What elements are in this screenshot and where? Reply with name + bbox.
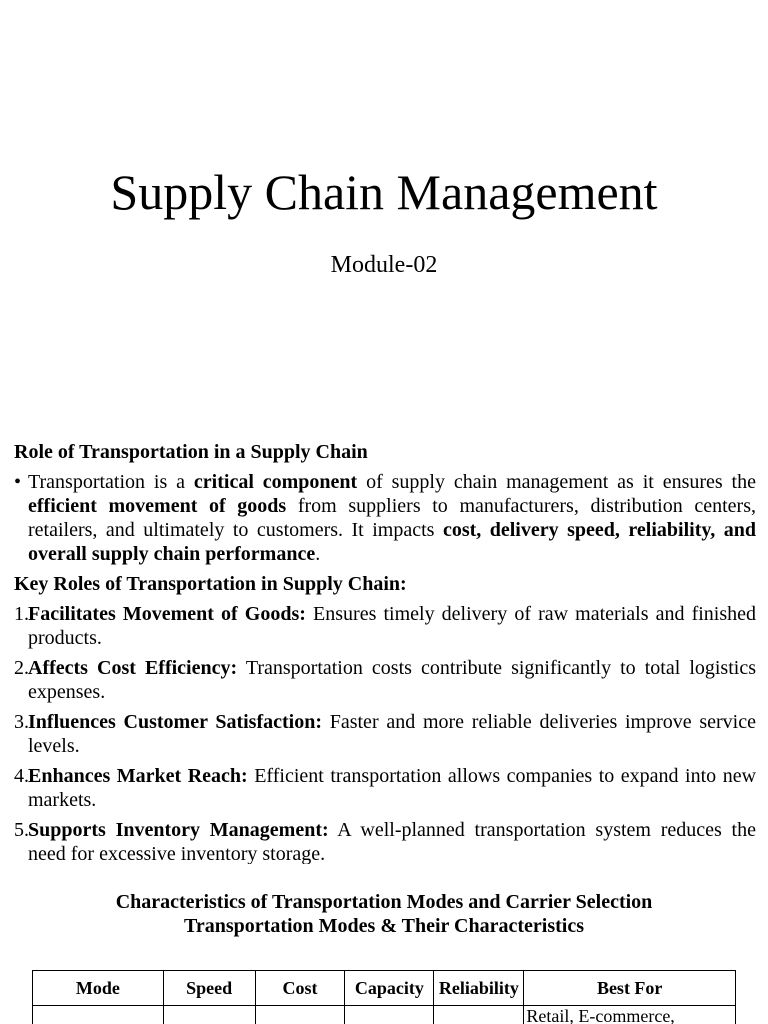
- intro-bullet: [14, 470, 756, 566]
- role-title: Affects Cost Efficiency:: [28, 657, 238, 679]
- column-header: Capacity: [345, 971, 434, 1006]
- list-number: 2.: [14, 657, 29, 679]
- table-cell: [434, 1006, 524, 1024]
- table-cell: Retail, E-commerce,: [524, 1006, 736, 1024]
- column-header: Reliability: [434, 971, 524, 1006]
- column-header: Cost: [255, 971, 345, 1006]
- modes-table-wrapper: [32, 970, 736, 1024]
- emphasis-text: critical component: [193, 471, 358, 493]
- module-subtitle: Module-02: [330, 252, 438, 278]
- table-slide-title-line1: Characteristics of Transportation Modes and Carrier Selection: [115, 891, 653, 913]
- list-item: [14, 602, 756, 650]
- table-cell: [163, 1006, 255, 1024]
- table-slide-title: [0, 890, 768, 938]
- modes-table: [32, 970, 736, 1024]
- body-text: Transportation is a: [28, 471, 194, 493]
- body-text: .: [315, 543, 321, 565]
- list-number: 3.: [14, 711, 29, 733]
- key-roles-heading: Key Roles of Transportation in Supply Chain:: [14, 573, 407, 595]
- table-row: [33, 1006, 736, 1024]
- column-header: Best For: [524, 971, 736, 1006]
- role-title: Supports Inventory Management:: [28, 819, 329, 841]
- list-text: [28, 710, 756, 758]
- column-header: Speed: [163, 971, 255, 1006]
- list-item: [14, 818, 756, 864]
- role-description: Faster and more reliable deliveries improve service levels.: [28, 711, 756, 757]
- role-description: Efficient transportation allows companies to expand into new markets.: [28, 765, 756, 811]
- transportation-role-slide: [14, 440, 756, 864]
- list-number: 5.: [14, 819, 29, 841]
- table-slide-title-line2: Transportation Modes & Their Characteristics: [184, 915, 584, 937]
- list-number: 4.: [14, 765, 29, 787]
- list-item: [14, 656, 756, 704]
- role-description: Transportation costs contribute significantly to total logistics expenses.: [28, 657, 756, 703]
- role-title: Influences Customer Satisfaction:: [28, 711, 322, 733]
- list-text: [28, 764, 756, 812]
- table-cell: [255, 1006, 345, 1024]
- page-title: Supply Chain Management: [110, 164, 658, 220]
- list-text: [28, 602, 756, 650]
- table-cell: [33, 1006, 164, 1024]
- section-heading: Role of Transportation in a Supply Chain: [14, 441, 368, 463]
- role-description: Ensures timely delivery of raw materials and finished products.: [28, 603, 756, 649]
- list-item: [14, 764, 756, 812]
- list-text: [28, 818, 756, 864]
- role-title: Facilitates Movement of Goods:: [28, 603, 306, 625]
- column-header: Mode: [33, 971, 164, 1006]
- role-title: Enhances Market Reach:: [28, 765, 248, 787]
- list-text: [28, 656, 756, 704]
- intro-paragraph: [28, 470, 756, 566]
- list-number: 1.: [14, 603, 29, 625]
- list-item: [14, 710, 756, 758]
- role-description: A well-planned transportation system reduces the need for excessive inventory storage.: [28, 819, 756, 864]
- table-header-row: [33, 971, 736, 1006]
- bullet-marker: •: [14, 471, 22, 493]
- body-text: of supply chain management as it ensures the: [357, 471, 756, 493]
- table-cell: [345, 1006, 434, 1024]
- emphasis-text: efficient movement of goods: [28, 495, 287, 517]
- body-text: from suppliers to manufacturers, distribution centers, retailers, and ultimately to customers. It impacts: [28, 495, 756, 541]
- emphasis-text: cost, delivery speed, reliability, and overall supply chain performance: [28, 519, 756, 565]
- key-roles-list: [14, 602, 756, 864]
